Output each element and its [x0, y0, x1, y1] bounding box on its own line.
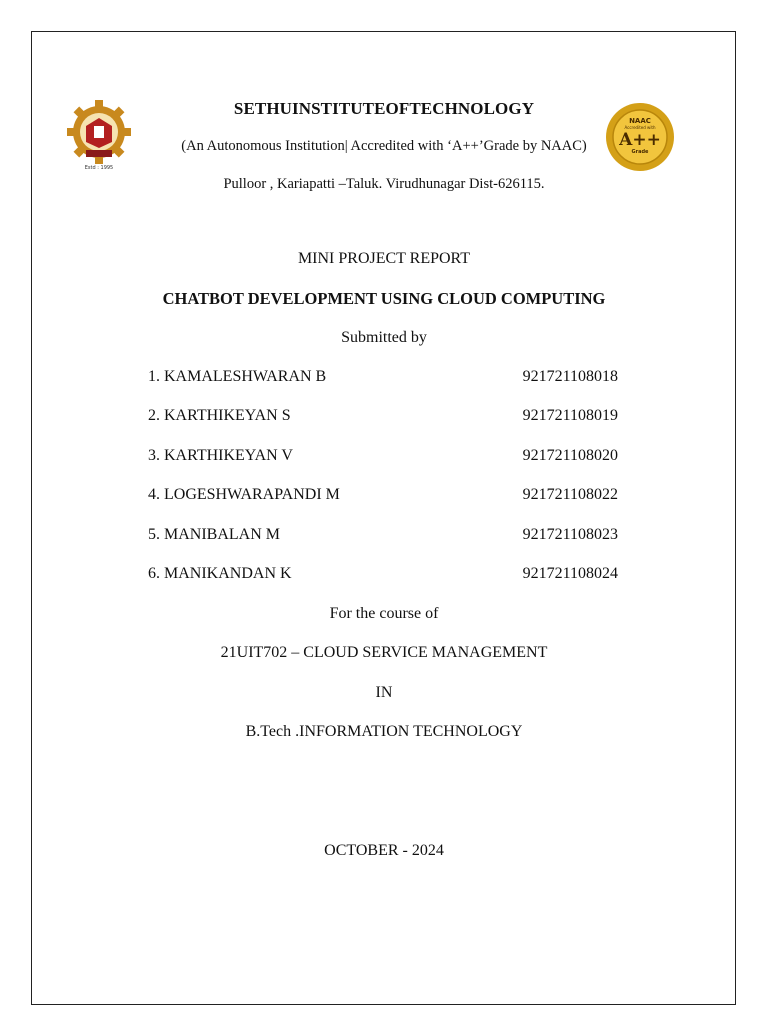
student-register-number: 921721108019 [522, 407, 618, 425]
student-name: 4. LOGESHWARAPANDI M [148, 486, 340, 504]
course-code-title: 21UIT702 – CLOUD SERVICE MANAGEMENT [220, 644, 548, 661]
emblem-est-text: Estd : 1995 [84, 165, 114, 171]
student-register-number: 921721108023 [522, 525, 618, 543]
degree-name: B.Tech .INFORMATION TECHNOLOGY [245, 723, 523, 740]
student-name: 2. KARTHIKEYAN S [148, 407, 291, 425]
student-row [148, 486, 618, 525]
accredited-text: Accredited with [624, 125, 656, 130]
student-row [148, 447, 618, 486]
student-row [148, 565, 618, 604]
student-name: 3. KARTHIKEYAN V [148, 446, 293, 464]
grade-label: Grade [631, 149, 649, 155]
report-type: MINI PROJECT REPORT [297, 250, 471, 267]
student-register-number: 921721108022 [522, 486, 618, 504]
student-register-number: 921721108020 [522, 446, 618, 464]
institution-name: SETHUINSTITUTEOFTECHNOLOGY [233, 99, 535, 118]
student-row [148, 368, 618, 407]
student-register-number: 921721108024 [522, 564, 618, 582]
student-row [148, 407, 618, 446]
course-intro: For the course of [329, 605, 439, 622]
institution-address: Pulloor , Kariapatti –Taluk. Virudhunagar Dist-626115. [223, 176, 545, 192]
grade-value: A++ [619, 130, 661, 150]
student-list [148, 368, 618, 604]
student-row [148, 526, 618, 565]
institution-subtitle: (An Autonomous Institution| Accredited with ‘A++’Grade by NAAC) [181, 138, 587, 154]
naac-text: NAAC [629, 117, 651, 125]
submitted-by-label: Submitted by [341, 329, 427, 346]
student-name: 6. MANIKANDAN K [148, 564, 292, 582]
in-label: IN [375, 684, 393, 701]
student-register-number: 921721108018 [522, 368, 618, 385]
student-name: 5. MANIBALAN M [148, 525, 280, 543]
student-name: 1. KAMALESHWARAN B [148, 368, 327, 385]
project-title: CHATBOT DEVELOPMENT USING CLOUD COMPUTING [162, 289, 606, 308]
submission-date: OCTOBER - 2024 [324, 842, 444, 859]
